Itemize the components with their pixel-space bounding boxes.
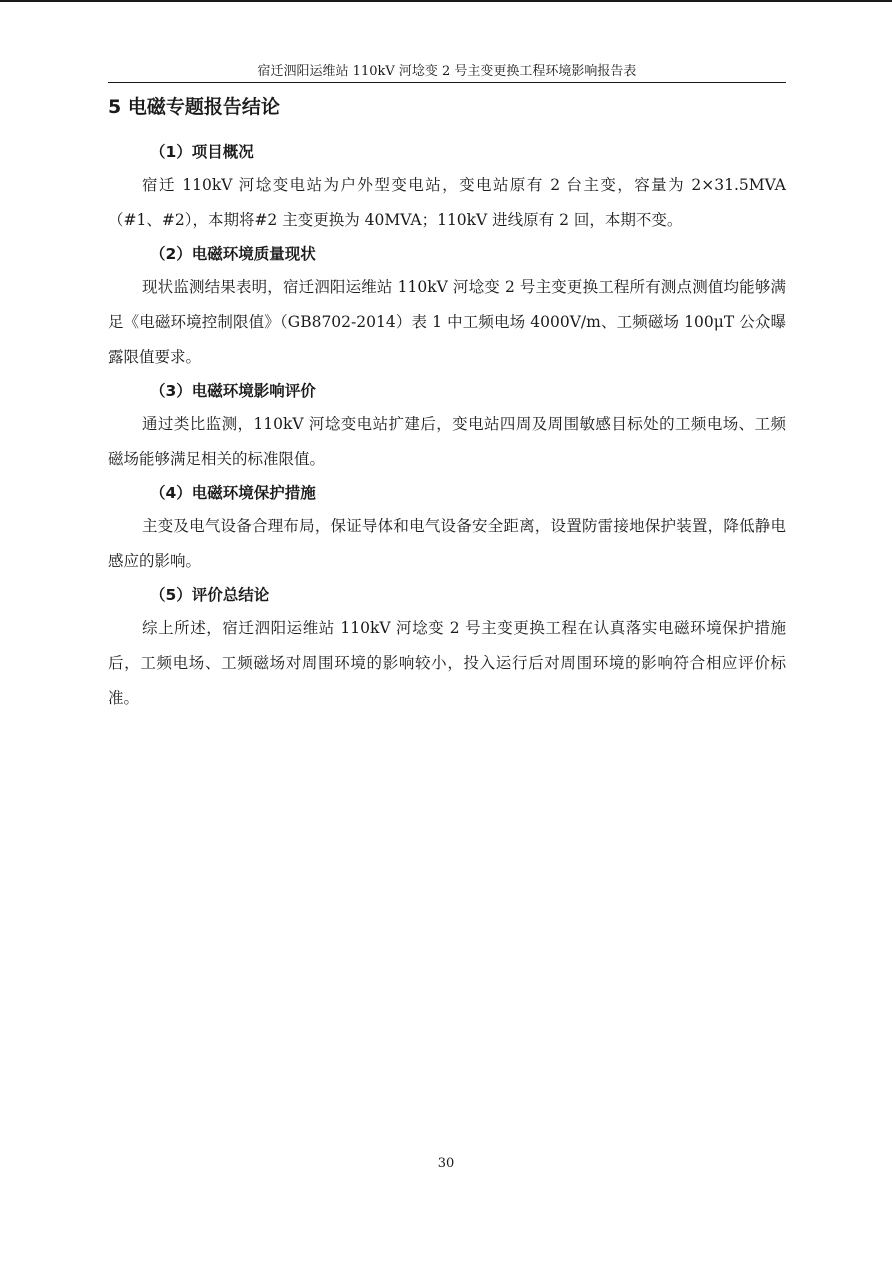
subsection-heading-current-quality: （2）电磁环境质量现状 [150, 245, 316, 263]
page-header: 宿迁泗阳运维站 110kV 河埝变 2 号主变更换工程环境影响报告表 [257, 64, 637, 79]
subsection-heading-protection-measures: （4）电磁环境保护措施 [150, 484, 316, 502]
paragraph-impact-assessment: 通过类比监测，110kV 河埝变电站扩建后，变电站四周及周围敏感目标处的工频电场、工频磁场能够满足相关的标准限值。 [108, 415, 786, 468]
top-border-rule [0, 0, 892, 2]
section-title: 5 电磁专题报告结论 [108, 96, 280, 118]
paragraph-project-overview: 宿迁 110kV 河埝变电站为户外型变电站，变电站原有 2 台主变，容量为 2×31.5MVA（#1、#2），本期将#2 主变更换为 40MVA；110kV 进线原有 2 回，本期不变。 [108, 176, 786, 229]
document-body [108, 136, 786, 716]
header-divider [108, 82, 786, 83]
subsection-heading-project-overview: （1）项目概况 [150, 143, 254, 161]
page-number: 30 [437, 1156, 455, 1171]
paragraph-current-quality: 现状监测结果表明，宿迁泗阳运维站 110kV 河埝变 2 号主变更换工程所有测点测值均能够满足《电磁环境控制限值》（GB8702-2014）表 1 中工频电场 4000V/m、工频磁场 100μT 公众曝露限值要求。 [108, 278, 786, 366]
subsection-heading-impact-assessment: （3）电磁环境影响评价 [150, 382, 316, 400]
paragraph-overall-conclusion: 综上所述，宿迁泗阳运维站 110kV 河埝变 2 号主变更换工程在认真落实电磁环境保护措施后，工频电场、工频磁场对周围环境的影响较小，投入运行后对周围环境的影响符合相应评价标准。 [108, 619, 786, 707]
subsection-heading-overall-conclusion: （5）评价总结论 [150, 586, 270, 604]
paragraph-protection-measures: 主变及电气设备合理布局，保证导体和电气设备安全距离，设置防雷接地保护装置，降低静电感应的影响。 [108, 517, 786, 570]
